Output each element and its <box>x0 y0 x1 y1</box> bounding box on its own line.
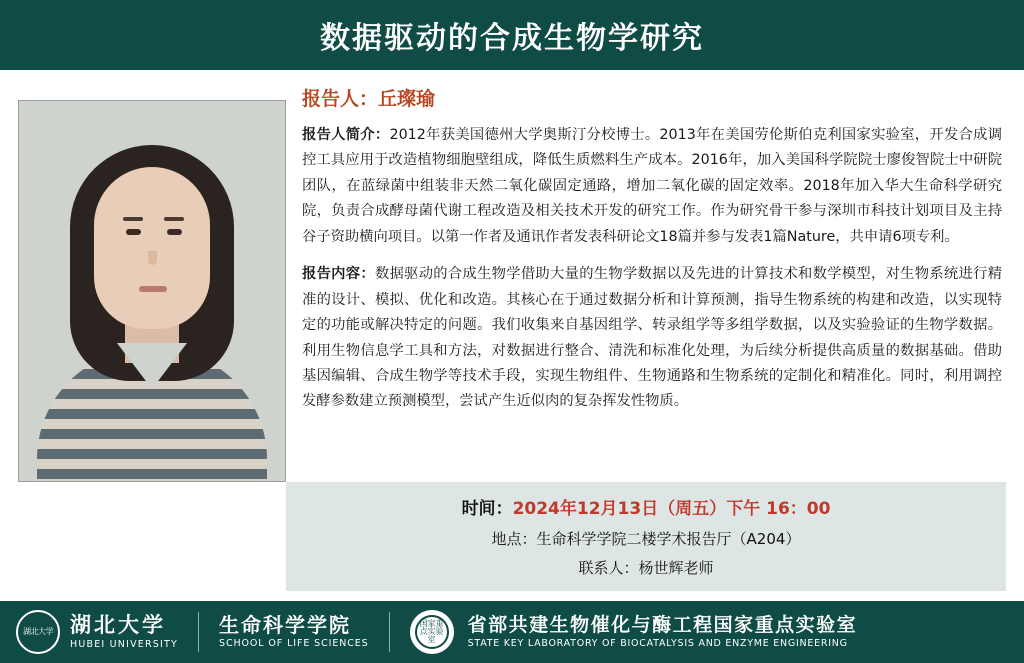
lab-badge-icon <box>410 610 454 654</box>
university-crest-icon <box>16 610 60 654</box>
lab-name-cn: 省部共建生物催化与酶工程国家重点实验室 <box>467 613 858 636</box>
school-name <box>219 614 369 649</box>
photo-column <box>18 84 286 482</box>
bio-text: 2012年获美国德州大学奥斯汀分校博士。2013年在美国劳伦斯伯克利国家实验室，开发合成调控工具应用于改造植物细胞壁组成，降低生质燃料生产成本。2016年，加入美国科学院院士廖俊智院士中研院团队，在蓝绿菌中组装非天然二氧化碳固定通路，增加二氧化碳的固定效率。2018年加入华大生命科学研究院，负责合成酵母菌代谢工程改造及相关技术开发的研究工作。作为研究骨干参与深圳市科技计划项目及主持谷子资助横向项目。以第一作者及通讯作者发表科研论文18篇并参与发表1篇Nature，共申请6项专利。 <box>302 127 1003 245</box>
content-label: 报告内容： <box>302 266 375 283</box>
bio-paragraph <box>302 123 1002 250</box>
content-paragraph <box>302 262 1002 415</box>
photo-face <box>94 167 210 329</box>
university-logo <box>16 610 178 654</box>
poster-footer <box>0 601 1024 663</box>
photo-nose <box>148 251 157 265</box>
event-time-value: 2024年12月13日（周五）下午 16：00 <box>512 499 831 519</box>
footer-divider-2 <box>389 612 390 652</box>
photo-brow-right <box>164 217 184 221</box>
event-place: 地点：生命科学学院二楼学术报告厅（A204） <box>491 530 801 548</box>
photo-brow-left <box>123 217 143 221</box>
event-info-box <box>286 482 1006 591</box>
page-title: 数据驱动的合成生物学研究 <box>320 21 704 56</box>
speaker-name: 报告人：丘璨瑜 <box>302 88 436 110</box>
text-column <box>302 84 1006 482</box>
lab-name-en: STATE KEY LABORATORY OF BIOCATALYSIS AND ENZYME ENGINEERING <box>467 637 848 649</box>
event-contact: 联系人：杨世辉老师 <box>578 559 714 577</box>
event-time-label: 时间： <box>461 499 513 519</box>
lab-badge-text: 国家重点实验室 <box>415 615 449 649</box>
school-name-cn: 生命科学学院 <box>219 613 352 638</box>
university-crest-text: 湖北大学 <box>23 626 53 636</box>
photo-mouth <box>139 286 167 292</box>
event-time <box>296 494 996 519</box>
university-name-en: HUBEI UNIVERSITY <box>70 638 179 650</box>
poster-body <box>0 70 1024 482</box>
photo-eye-right <box>167 229 182 235</box>
poster-header <box>0 0 1024 70</box>
footer-divider <box>198 612 199 652</box>
bio-label: 报告人简介： <box>302 127 390 143</box>
university-name-cn: 湖北大学 <box>70 612 166 637</box>
speaker-photo <box>18 100 286 482</box>
school-name-en: SCHOOL OF LIFE SCIENCES <box>219 638 369 650</box>
lab-name <box>468 615 858 650</box>
content-text: 数据驱动的合成生物学借助大量的生物学数据以及先进的计算技术和数学模型，对生物系统进行精准的设计、模拟、优化和改造。其核心在于通过数据分析和计算预测，指导生物系统的构建和改造，以实现特定的功能或解决特定的问题。我们收集来自基因组学、转录组学等多组学数据，以及实验验证的生物学数据。利用生物信息学工具和方法，对数据进行整合、清洗和标准化处理，为后续分析提供高质量的数据基础。借助基因编辑、合成生物学等技术手段，实现生物组件、生物通路和生物系统的定制化和精准化。同时，利用调控发酵参数建立预测模型，尝试产生近似肉的复杂挥发性物质。 <box>302 266 1003 410</box>
university-name <box>70 614 178 651</box>
photo-eye-left <box>126 229 141 235</box>
